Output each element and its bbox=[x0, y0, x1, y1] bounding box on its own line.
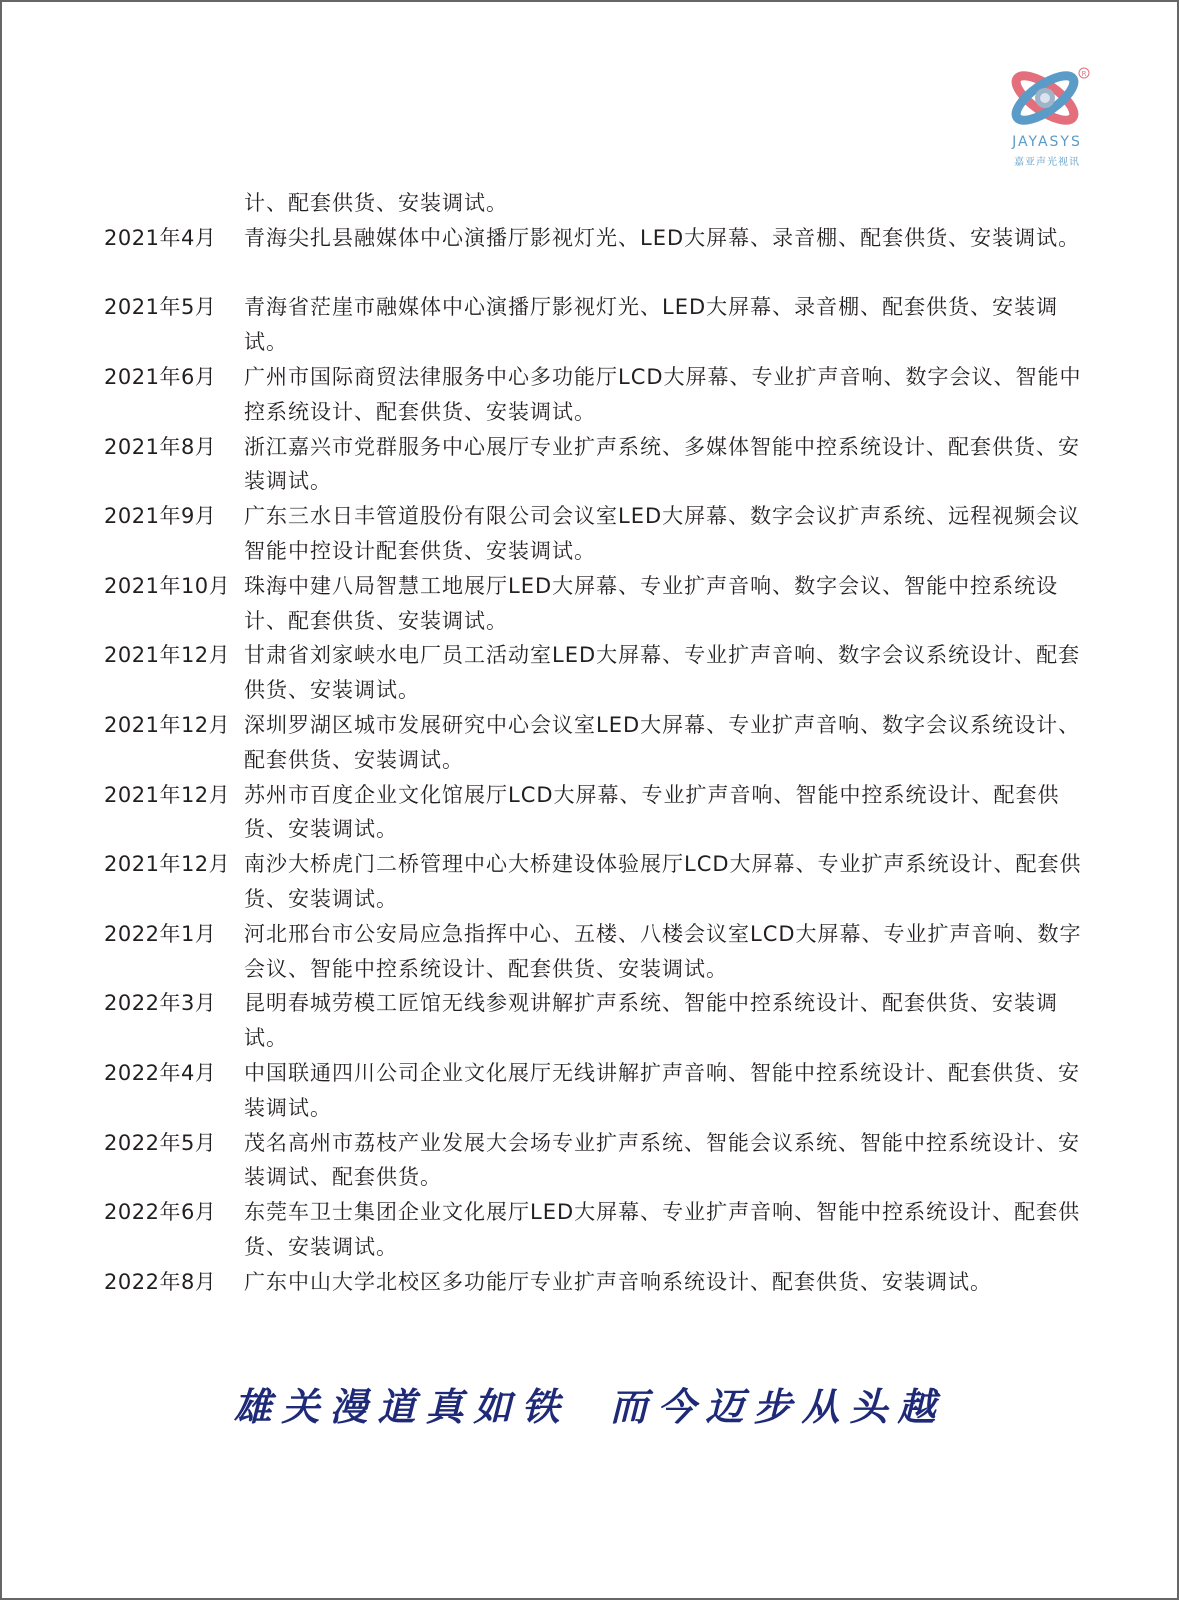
entry-text: 浙江嘉兴市党群服务中心展厅专业扩声系统、多媒体智能中控系统设计、配套供货、安装调试。 bbox=[244, 434, 1080, 494]
entry-text: 甘肃省刘家峡水电厂员工活动室LED大屏幕、专业扩声音响、数字会议系统设计、配套供货、安装调试。 bbox=[244, 643, 1081, 703]
project-entry bbox=[104, 638, 1084, 708]
project-list bbox=[104, 186, 1084, 1334]
entry-text: 昆明春城劳模工匠馆无线参观讲解扩声系统、智能中控系统设计、配套供货、安装调试。 bbox=[244, 991, 1058, 1051]
project-entry bbox=[104, 430, 1084, 500]
project-entry bbox=[104, 708, 1084, 778]
entry-text: 南沙大桥虎门二桥管理中心大桥建设体验展厅LCD大屏幕、专业扩声系统设计、配套供货、安装调试。 bbox=[244, 852, 1082, 911]
project-entry bbox=[104, 569, 1084, 639]
entry-date: 2021年12月 bbox=[104, 782, 231, 807]
company-logo bbox=[997, 64, 1097, 172]
continued-text: 计、配套供货、安装调试。 bbox=[244, 191, 508, 215]
entry-date: 2021年5月 bbox=[104, 295, 217, 320]
entry-text: 苏州市百度企业文化馆展厅LCD大屏幕、专业扩声音响、智能中控系统设计、配套供货、安装调试。 bbox=[244, 782, 1060, 842]
project-entry bbox=[104, 986, 1084, 1056]
slogan bbox=[2, 1376, 1177, 1431]
entry-date: 2022年3月 bbox=[104, 991, 217, 1016]
entry-date: 2022年8月 bbox=[104, 1269, 217, 1294]
entry-text: 东莞车卫士集团企业文化展厅LED大屏幕、专业扩声音响、智能中控系统设计、配套供货、安装调试。 bbox=[244, 1200, 1081, 1259]
logo-emblem-icon bbox=[997, 64, 1097, 144]
slogan-part-1: 雄关漫道真如铁 bbox=[233, 1384, 570, 1429]
continued-entry bbox=[104, 186, 1084, 221]
entry-text: 青海省茫崖市融媒体中心演播厅影视灯光、LED大屏幕、录音棚、配套供货、安装调试。 bbox=[244, 295, 1059, 355]
project-entry bbox=[104, 917, 1084, 987]
entry-text: 河北邢台市公安局应急指挥中心、五楼、八楼会议室LCD大屏幕、专业扩声音响、数字会议、智能中控系统设计、配套供货、安装调试。 bbox=[244, 921, 1082, 981]
entry-date: 2021年9月 bbox=[104, 504, 217, 529]
entry-text: 广东中山大学北校区多功能厅专业扩声音响系统设计、配套供货、安装调试。 bbox=[244, 1269, 992, 1294]
entry-text: 深圳罗湖区城市发展研究中心会议室LED大屏幕、专业扩声音响、数字会议系统设计、配套供货、安装调试。 bbox=[244, 712, 1081, 772]
entry-date: 2021年12月 bbox=[104, 643, 231, 668]
entry-date: 2022年6月 bbox=[104, 1200, 217, 1225]
logo-brand-en: JAYASYS bbox=[1012, 134, 1082, 150]
entry-date: 2022年5月 bbox=[104, 1130, 217, 1155]
svg-text:R: R bbox=[1081, 70, 1087, 78]
entry-date: 2022年4月 bbox=[104, 1060, 217, 1085]
project-entry bbox=[104, 847, 1084, 917]
entry-text: 广东三水日丰管道股份有限公司会议室LED大屏幕、数字会议扩声系统、远程视频会议智能中控设计配套供货、安装调试。 bbox=[244, 504, 1081, 563]
entry-date: 2021年12月 bbox=[104, 852, 231, 877]
project-entry bbox=[104, 290, 1084, 360]
project-entry bbox=[104, 778, 1084, 848]
entry-text: 青海尖扎县融媒体中心演播厅影视灯光、LED大屏幕、录音棚、配套供货、安装调试。 bbox=[244, 225, 1081, 250]
entry-date: 2021年6月 bbox=[104, 364, 217, 389]
entry-date: 2021年12月 bbox=[104, 712, 231, 737]
entry-date: 2021年8月 bbox=[104, 434, 217, 459]
entry-text: 珠海中建八局智慧工地展厅LED大屏幕、专业扩声音响、数字会议、智能中控系统设计、配套供货、安装调试。 bbox=[244, 573, 1059, 633]
entry-text: 广州市国际商贸法律服务中心多功能厅LCD大屏幕、专业扩声音响、数字会议、智能中控系统设计、配套供货、安装调试。 bbox=[244, 364, 1082, 424]
project-entry bbox=[104, 1195, 1084, 1265]
project-entry bbox=[104, 1265, 1084, 1335]
project-entry bbox=[104, 221, 1084, 291]
project-entry bbox=[104, 360, 1084, 430]
slogan-part-2: 而今迈步从头越 bbox=[609, 1384, 946, 1429]
logo-brand-cn: 嘉亚声光视讯 bbox=[1014, 157, 1080, 168]
entry-date: 2021年4月 bbox=[104, 225, 217, 250]
entry-text: 中国联通四川公司企业文化展厅无线讲解扩声音响、智能中控系统设计、配套供货、安装调试。 bbox=[244, 1060, 1080, 1120]
project-entry bbox=[104, 1126, 1084, 1196]
entry-date: 2022年1月 bbox=[104, 921, 217, 946]
entry-date: 2021年10月 bbox=[104, 573, 231, 598]
project-entry bbox=[104, 499, 1084, 569]
project-entry bbox=[104, 1056, 1084, 1126]
entry-text: 茂名高州市荔枝产业发展大会场专业扩声系统、智能会议系统、智能中控系统设计、安装调试、配套供货。 bbox=[244, 1130, 1080, 1190]
